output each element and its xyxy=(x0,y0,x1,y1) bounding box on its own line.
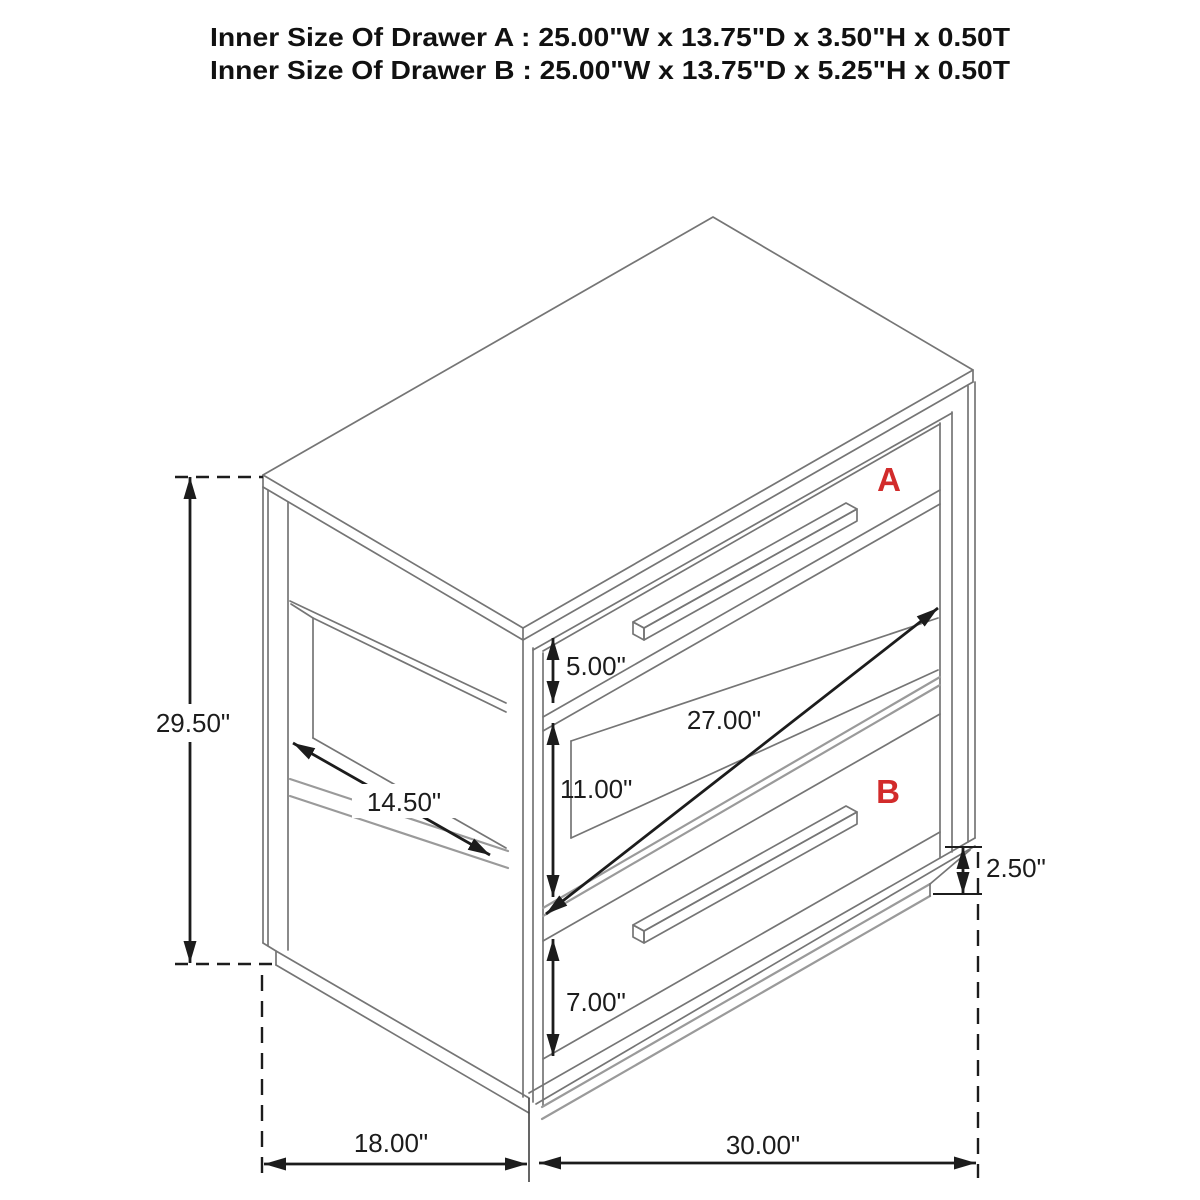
drawer-b-handle xyxy=(633,806,857,943)
overall-width-label: 30.00" xyxy=(725,1130,801,1160)
header-line-drawer-b: Inner Size Of Drawer B : 25.00"W x 13.75"D x 5.25"H x 0.50T xyxy=(210,55,1011,85)
base-height-label: 2.50" xyxy=(986,853,1046,883)
base xyxy=(529,838,975,1119)
overall-depth-label: 18.00" xyxy=(353,1128,429,1158)
drawer-a-label: A xyxy=(877,461,901,498)
drawer-a-front-height-label: 5.00" xyxy=(566,651,626,681)
side-shelf-opening xyxy=(290,601,508,868)
dimension-annotations xyxy=(150,477,1046,1182)
opening-height-label: 11.00" xyxy=(560,774,633,804)
front-left-post xyxy=(523,640,543,1106)
header-line-drawer-a: Inner Size Of Drawer A : 25.00"W x 13.75"D x 3.50"H x 0.50T xyxy=(210,22,1011,52)
drawer-b-front-height-label: 7.00" xyxy=(566,987,626,1017)
overall-height-label: 29.50" xyxy=(155,708,231,738)
drawer-letter-labels xyxy=(876,461,901,810)
top-panel xyxy=(263,217,973,640)
header xyxy=(210,22,1010,85)
shelf-depth-label: 14.50" xyxy=(366,787,442,817)
drawer-b-label: B xyxy=(876,773,900,810)
inner-width-label: 27.00" xyxy=(686,705,762,735)
